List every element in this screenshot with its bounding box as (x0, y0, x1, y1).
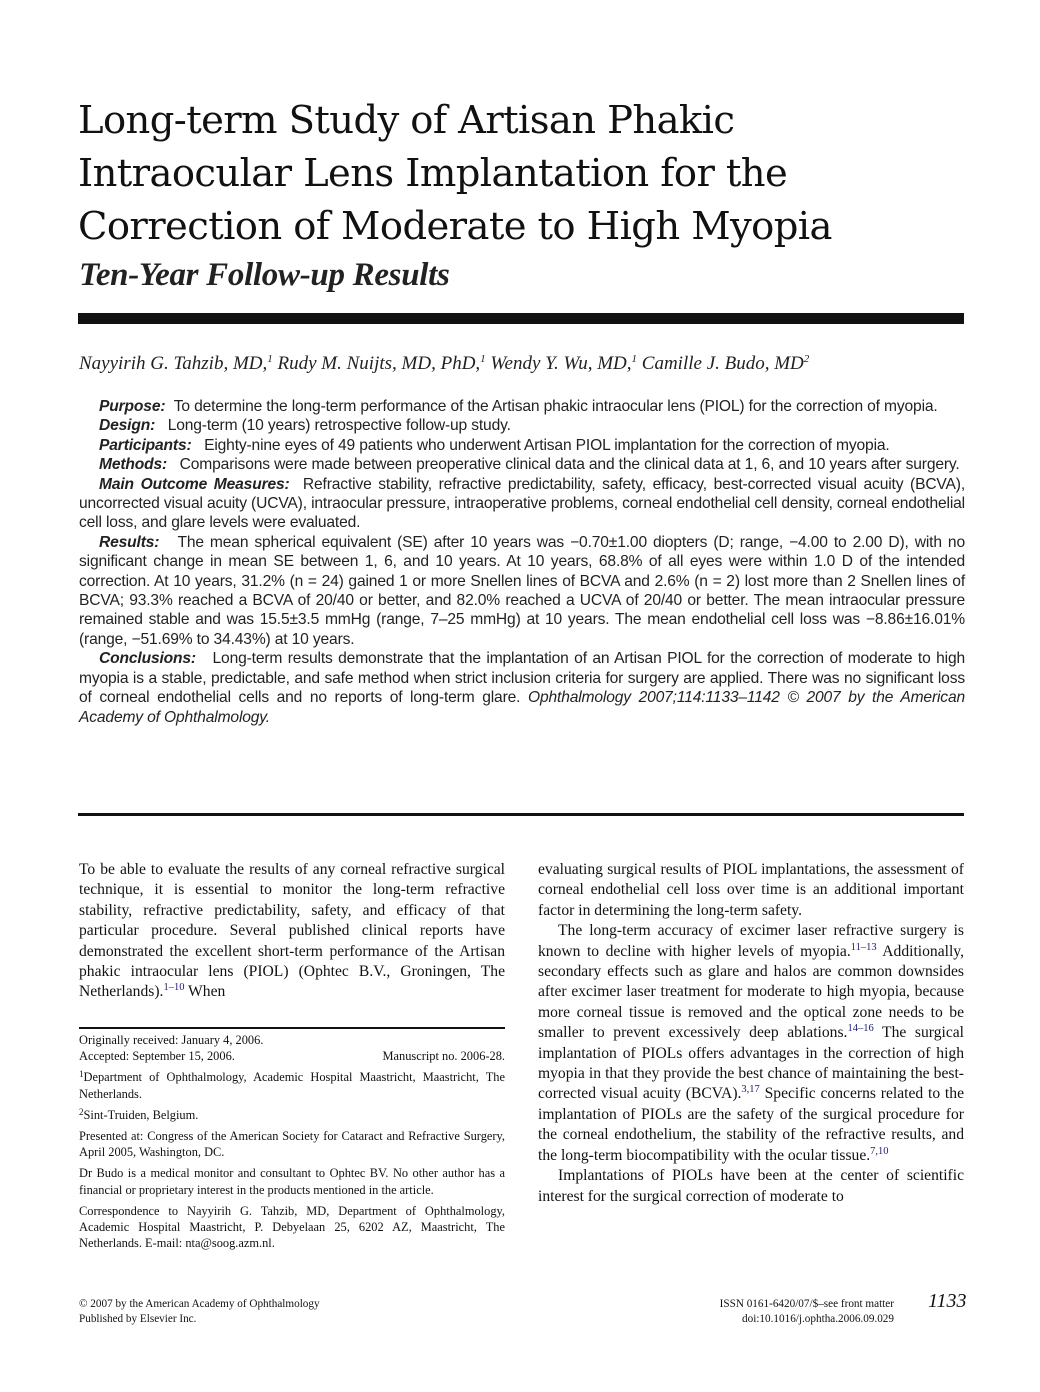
affiliation-1 (79, 1069, 505, 1101)
footnote-divider (79, 1027, 505, 1029)
title-line-3: Correction of Moderate to High Myopia (78, 204, 832, 249)
reference-link[interactable]: 11–13 (850, 941, 877, 953)
abstract-text: Long-term (10 years) retrospective follow-up study. (167, 417, 511, 435)
abstract-label: Results: (99, 533, 160, 551)
abstract-text: Refractive stability, refractive predictability, safety, efficacy, best-corrected visual acuity (BCVA), uncorrected visual acuity (UCVA), intraocular pressure, intraoperative problems, corneal endothelial cell density, corneal endothelial cell loss, and glare levels were evaluated. (79, 475, 965, 532)
affiliation-marker: 2 (79, 1106, 84, 1117)
footnotes (79, 1032, 505, 1256)
body-text: When (184, 983, 226, 1001)
abstract-text: The mean spherical equivalent (SE) after 10 years was −0.70±1.00 diopters (D; range, −4.00 to 2.00 D), with no significant change in mean SE between 1, 6, and 10 years. At 10 years, 68.8% of all eyes were within 1.0 D of the intended correction. At 10 years, 31.2% (n = 24) gained 1 or more Snellen lines of BCVA and 2.6% (n = 2) lost more than 2 Snellen lines of BCVA; 93.3% reached a BCVA of 20/40 or better, and 82.0% reached a UCVA of 20/40 or better. The mean intraocular pressure remained stable and was 15.5±3.5 mmHg (range, 7–25 mmHg) at 10 years. The mean endothelial cell loss was −8.86±16.01% (range, −51.69% to 34.43%) at 10 years. (79, 533, 965, 648)
author-affiliation: 1 (480, 353, 486, 365)
footer-issn: ISSN 0161-6420/07/$–see front matter (719, 1298, 894, 1310)
journal-citation: Ophthalmology 2007;114:1133–1142 © 2007 by the American Academy of Ophthalmology. (79, 689, 965, 726)
abstract-label: Methods: (99, 456, 168, 474)
reference-link[interactable]: 3,17 (741, 1084, 760, 1096)
body-text: To be able to evaluate the results of any corneal refractive surgical technique, it is essential to monitor the long-term refractive stability, refractive predictability, safety, and efficacy of that particular procedure. Several published clinical reports have demonstrated the excellent short-term performance of the Artisan phakic intraocular lens (PIOL) (Ophtec B.V., Groningen, The Netherlands). (79, 861, 505, 1001)
body-text: Specific concerns related to the implantation of PIOLs are the safety of the surgical procedure for the corneal endothelium, the stability of the refractive results, and the long-term biocompatibility with the ocular tissue. (538, 1085, 964, 1164)
accepted-row (79, 1048, 505, 1064)
author-list (79, 352, 809, 376)
abstract-methods (79, 455, 965, 474)
abstract-label: Participants: (99, 436, 192, 454)
body-paragraph (79, 860, 505, 1003)
manuscript-number: Manuscript no. 2006-28. (382, 1049, 505, 1064)
author-name: Camille J. Budo, MD (641, 353, 804, 374)
abstract-label: Design: (99, 417, 156, 435)
article-title (78, 94, 978, 253)
body-paragraph: evaluating surgical results of PIOL implantations, the assessment of corneal endothelial cell loss over time is an additional important factor in determining the long-term safety. (538, 861, 964, 919)
author-affiliation: 1 (267, 353, 273, 365)
page-number: 1133 (928, 1290, 967, 1312)
reference-link[interactable]: 14–16 (847, 1023, 874, 1035)
affiliation-text: Sint-Truiden, Belgium. (83, 1107, 199, 1122)
affiliation-2 (79, 1107, 505, 1123)
presented-at: Presented at: Congress of the American Society for Cataract and Refractive Surgery, April 2005, Washington, DC. (79, 1129, 505, 1160)
author-name: Rudy M. Nuijts, MD, PhD, (277, 353, 481, 374)
abstract-participants (79, 436, 965, 455)
body-text: Additionally, secondary effects such as glare and halos are common downsides after excimer laser treatment for moderate to high myopia, because more corneal tissue is removed and the optical zone needs to be smaller to prevent excessively deep ablations. (538, 942, 964, 1042)
abstract (79, 397, 965, 727)
reference-link[interactable]: 7,10 (870, 1145, 889, 1157)
author-name: Wendy Y. Wu, MD, (490, 353, 632, 374)
title-line-1: Long-term Study of Artisan Phakic (78, 98, 735, 143)
footer-publisher (79, 1297, 320, 1327)
affiliation-text: Department of Ophthalmology, Academic Hospital Maastricht, Maastricht, The Netherlands. (79, 1070, 505, 1101)
correspondence: Correspondence to Nayyirih G. Tahzib, MD, Department of Ophthalmology, Academic Hospital Maastricht, P. Debyelaan 25, 6202 AZ, Maastricht, The Netherlands. E-mail: nta@soog.azm.nl. (79, 1203, 505, 1251)
abstract-results (79, 533, 965, 649)
body-column-right (538, 860, 964, 1207)
abstract-main-outcome (79, 475, 965, 533)
abstract-label: Main Outcome Measures: (99, 475, 290, 493)
body-column-left (79, 860, 505, 1003)
abstract-text: Long-term results demonstrate that the implantation of an Artisan PIOL for the correction of moderate to high myopia is a stable, predictable, and safe method when strict inclusion criteria for surgery are applied. There was no significant loss of corneal endothelial cells and no reports of long-term glare. (79, 650, 965, 707)
reference-link[interactable]: 1–10 (163, 982, 185, 994)
article-subtitle: Ten-Year Follow-up Results (79, 257, 450, 293)
abstract-text: To determine the long-term performance of the Artisan phakic intraocular lens (PIOL) for the correction of myopia. (173, 398, 938, 415)
title-divider (78, 313, 964, 324)
footer-publisher-name: Published by Elsevier Inc. (79, 1313, 197, 1325)
abstract-design (79, 416, 965, 435)
body-paragraph: Implantations of PIOLs have been at the center of scientific interest for the surgical correction of moderate to (538, 1167, 964, 1205)
affiliation-marker: 1 (79, 1069, 84, 1080)
abstract-purpose (79, 397, 965, 416)
abstract-label: Conclusions: (99, 650, 196, 668)
body-paragraph (538, 921, 964, 1166)
received-date: Originally received: January 4, 2006. (79, 1033, 264, 1047)
author-name: Nayyirih G. Tahzib, MD, (79, 353, 268, 374)
author-affiliation: 2 (803, 353, 810, 365)
abstract-text: Comparisons were made between preoperative clinical data and the clinical data at 1, 6, and 10 years after surgery. (179, 456, 960, 474)
abstract-text: Eighty-nine eyes of 49 patients who underwent Artisan PIOL implantation for the correction of myopia. (204, 436, 890, 454)
footer-doi[interactable]: doi:10.1016/j.ophtha.2006.09.029 (742, 1313, 894, 1325)
body-text: The long-term accuracy of excimer laser refractive surgery is known to decline with higher levels of myopia. (538, 922, 964, 960)
footer-identifiers (720, 1297, 894, 1327)
body-text: The surgical implantation of PIOLs offers advantages in the correction of high myopia in that they provide the best chance of maintaining the best-corrected visual acuity (BCVA). (538, 1024, 965, 1103)
title-line-2: Intraocular Lens Implantation for the (78, 151, 788, 196)
accepted-date: Accepted: September 15, 2006. (79, 1049, 235, 1064)
abstract-conclusions (79, 649, 965, 727)
footer-copyright: © 2007 by the American Academy of Ophthalmology (79, 1298, 320, 1310)
author-affiliation: 1 (631, 353, 638, 365)
abstract-divider (78, 813, 964, 816)
disclosure: Dr Budo is a medical monitor and consultant to Ophtec BV. No other author has a financial or proprietary interest in the products mentioned in the article. (79, 1166, 505, 1197)
abstract-label: Purpose: (99, 398, 166, 415)
